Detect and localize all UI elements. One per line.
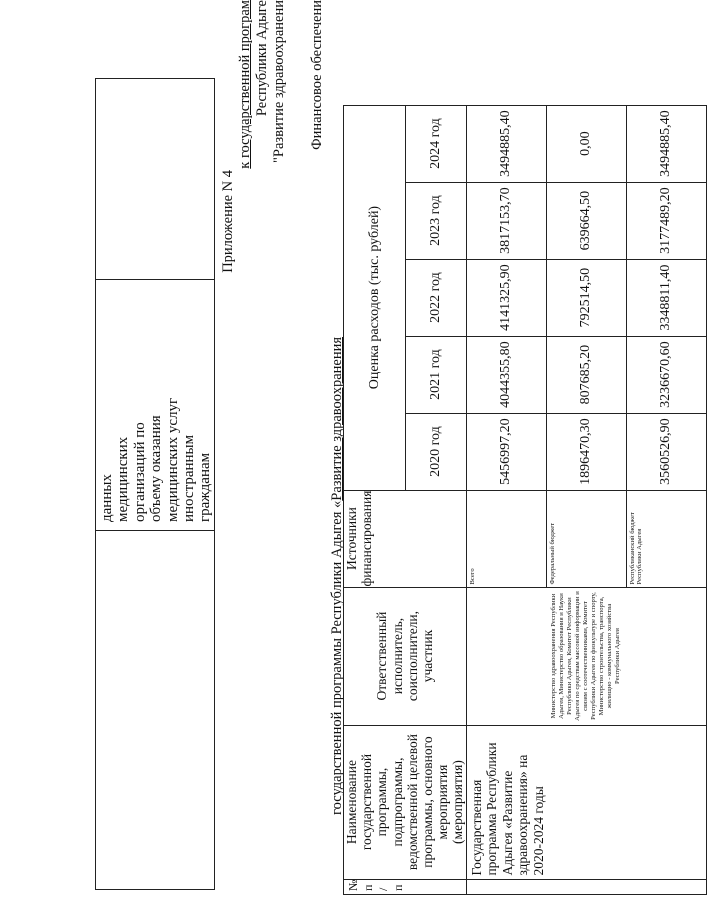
- previous-table: [95, 78, 215, 890]
- previous-table-text: [96, 280, 214, 530]
- header-year: 2022 год: [406, 259, 466, 336]
- source-republican: Республиканский бюджет Республики Адыгея: [626, 490, 706, 587]
- section-subtitle-prefix: государственной программы Республики Адыгея «: [329, 500, 345, 815]
- value-cell: 4141325,90: [466, 259, 546, 336]
- section-title: Финансовое обеспечени: [309, 0, 325, 150]
- previous-text-line: медицинских услуг: [164, 397, 181, 522]
- appendix-republic: Республики Адыге: [254, 0, 270, 117]
- appendix-program-ref: к государственной програм: [237, 0, 253, 169]
- header-year: 2024 год: [406, 105, 466, 182]
- header-num: № п / п: [344, 879, 467, 894]
- header-source: Источники финансирования: [344, 490, 467, 587]
- program-name: Государственная программа Республики Адыгея «Развитие здравоохранения» на 2020-2024 годы: [466, 725, 706, 879]
- value-cell: 3494885,40: [626, 105, 706, 182]
- value-cell: 3348811,40: [626, 259, 706, 336]
- previous-table-cell: [96, 531, 215, 890]
- value-cell: 639664,50: [546, 182, 626, 259]
- header-cost-group: Оценка расходов (тыс. рублей): [344, 105, 406, 490]
- appendix-program-name: "Развитие здравоохранени: [271, 0, 287, 163]
- header-year: 2020 год: [406, 413, 466, 490]
- previous-text-line: гражданам: [197, 452, 214, 522]
- value-cell: 3494885,40: [466, 105, 546, 182]
- previous-text-line: данных: [99, 474, 115, 522]
- value-cell: 3560526,90: [626, 413, 706, 490]
- source-federal: Федеральный бюджет: [546, 490, 626, 587]
- table-row: [466, 105, 546, 894]
- header-year: 2023 год: [406, 182, 466, 259]
- value-cell: 1896470,30: [546, 413, 626, 490]
- financing-table: [343, 105, 707, 895]
- previous-text-line: медицинских: [115, 436, 132, 522]
- header-name: Наименование государственной программы, подпрограммы, ведомственной целевой программы, основного мероприятия (мероприятия): [344, 725, 467, 879]
- header-year: 2021 год: [406, 336, 466, 413]
- value-cell: 807685,20: [546, 336, 626, 413]
- value-cell: 792514,50: [546, 259, 626, 336]
- previous-table-cell: [96, 79, 215, 280]
- value-cell: 3236670,60: [626, 336, 706, 413]
- section-subtitle-program: Развитие здравоохранения: [329, 336, 345, 501]
- value-cell: 3177489,20: [626, 182, 706, 259]
- source-total: Всего: [466, 490, 546, 587]
- appendix-number: Приложение N 4: [220, 170, 236, 273]
- value-cell: 4044355,80: [466, 336, 546, 413]
- header-executor: Ответственный исполнитель, соисполнители, участник: [344, 587, 467, 725]
- value-cell: 5456997,20: [466, 413, 546, 490]
- value-cell: 3817153,70: [466, 182, 546, 259]
- executors-list: Министерство здравоохранения Республики Адыгея, Министерство образования и Науки Республики Адыгея, Комитет Республики Адыгея по средствам массовой информации и связям с соотечественниками, Комитет Республики Адыгея по физкультуре и спорту, Министерство строительства, транспорта, жилищно - коммунального хозяйства Республики Адыгея: [466, 587, 706, 725]
- previous-table-cell: [96, 280, 215, 531]
- value-cell: 0,00: [546, 105, 626, 182]
- previous-text-line: иностранным: [181, 434, 198, 522]
- row-num-cell: [466, 879, 706, 894]
- previous-text-line: объему оказания: [148, 415, 165, 522]
- previous-text-line: организаций по: [131, 422, 148, 522]
